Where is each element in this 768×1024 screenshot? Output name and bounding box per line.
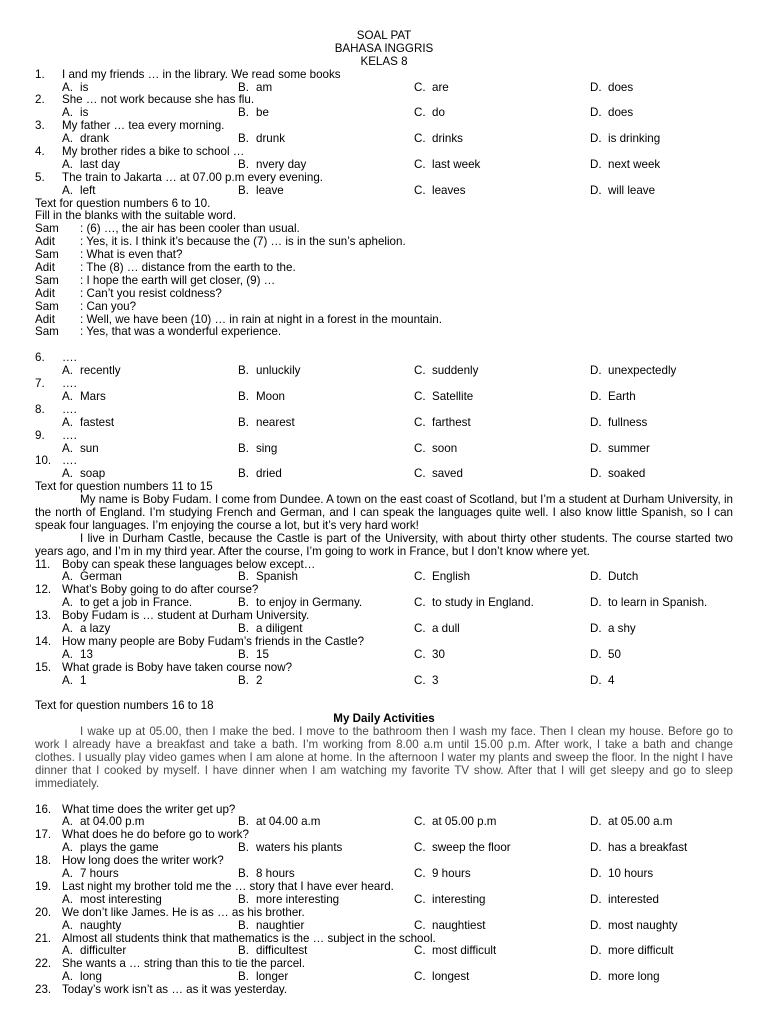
option-d: will leave bbox=[608, 183, 656, 197]
option-c: do bbox=[432, 106, 445, 120]
question-number: 16. bbox=[35, 802, 52, 816]
option-d: most naughty bbox=[608, 918, 678, 932]
option-letter-c: C. bbox=[414, 132, 426, 146]
exam-header bbox=[0, 30, 768, 69]
option-d: Dutch bbox=[608, 570, 639, 584]
option-letter-a: A. bbox=[62, 183, 73, 197]
question-text: Last night my brother told me the … story that I have ever heard. bbox=[62, 879, 394, 893]
option-letter-d: D. bbox=[590, 106, 602, 120]
question-item bbox=[0, 958, 768, 984]
option-letter-a: A. bbox=[62, 106, 73, 120]
question-text: Almost all students think that mathematics is the … subject in the school. bbox=[62, 931, 436, 945]
dialog-line bbox=[0, 301, 768, 314]
option-letter-c: C. bbox=[414, 467, 426, 481]
option-letter-b: B. bbox=[238, 132, 249, 146]
dialog-text: : Can you? bbox=[80, 299, 137, 313]
question-number: 23. bbox=[35, 983, 52, 997]
option-b: 15 bbox=[256, 647, 269, 661]
option-b: 2 bbox=[256, 673, 263, 687]
option-letter-c: C. bbox=[414, 867, 426, 881]
question-item bbox=[0, 855, 768, 881]
option-letter-c: C. bbox=[414, 622, 426, 636]
option-b: am bbox=[256, 80, 273, 94]
option-letter-a: A. bbox=[62, 892, 73, 906]
option-letter-d: D. bbox=[590, 467, 602, 481]
option-d: does bbox=[608, 106, 634, 120]
question-number: 13. bbox=[35, 609, 52, 623]
option-letter-a: A. bbox=[62, 815, 73, 829]
option-a: 7 hours bbox=[80, 867, 119, 881]
option-c: Satellite bbox=[432, 389, 474, 403]
option-b: sing bbox=[256, 441, 278, 455]
option-a: fastest bbox=[80, 415, 115, 429]
option-letter-d: D. bbox=[590, 80, 602, 94]
option-a: 13 bbox=[80, 647, 93, 661]
option-b: leave bbox=[256, 183, 284, 197]
option-b: nvery day bbox=[256, 157, 307, 171]
question-text: What grade is Boby have taken course now? bbox=[62, 660, 293, 674]
dialog-speaker: Adit bbox=[35, 312, 55, 326]
option-a: is bbox=[80, 80, 89, 94]
question-item bbox=[0, 404, 768, 430]
dialog-speaker: Adit bbox=[35, 261, 55, 275]
option-c: farthest bbox=[432, 415, 471, 429]
option-letter-c: C. bbox=[414, 364, 426, 378]
option-d: a shy bbox=[608, 622, 636, 636]
dialog-text: : Yes, it is. I think it’s because the (7) … is in the sun’s aphelion. bbox=[80, 235, 406, 249]
question-number: 15. bbox=[35, 660, 52, 674]
option-c: longest bbox=[432, 970, 470, 984]
section-intro: Text for question numbers 11 to 15 bbox=[35, 480, 213, 494]
option-a: 1 bbox=[80, 673, 87, 687]
option-letter-b: B. bbox=[238, 673, 249, 687]
option-a: German bbox=[80, 570, 122, 584]
option-d: more long bbox=[608, 970, 660, 984]
header-title: SOAL PAT bbox=[356, 29, 412, 42]
question-number: 19. bbox=[35, 879, 52, 893]
option-b: waters his plants bbox=[256, 841, 343, 855]
question-number: 5. bbox=[35, 170, 45, 184]
option-b: drunk bbox=[256, 132, 286, 146]
option-a: a lazy bbox=[80, 622, 111, 636]
questions-16-22 bbox=[0, 804, 768, 984]
reading-paragraph: I live in Durham Castle, because the Castle is part of the University, with about thirty other students. The course started two years ago, and I’m in my third year. After the course, I’m going to work in France, but I don’t know where yet. bbox=[35, 531, 733, 558]
option-b: longer bbox=[256, 970, 289, 984]
option-letter-b: B. bbox=[238, 596, 249, 610]
section-intro: Text for question numbers 16 to 18 bbox=[35, 699, 214, 713]
questions-1-5 bbox=[0, 69, 768, 198]
option-d: fullness bbox=[608, 415, 648, 429]
option-letter-a: A. bbox=[62, 441, 73, 455]
option-letter-c: C. bbox=[414, 80, 426, 94]
dialog-speaker: Sam bbox=[35, 299, 59, 313]
option-d: has a breakfast bbox=[608, 841, 688, 855]
section-dialog bbox=[0, 198, 768, 340]
option-letter-a: A. bbox=[62, 918, 73, 932]
question-item bbox=[0, 636, 768, 662]
option-letter-b: B. bbox=[238, 815, 249, 829]
option-a: plays the game bbox=[80, 841, 159, 855]
option-b: difficultest bbox=[256, 944, 308, 958]
dialog-text: : The (8) … distance from the earth to the. bbox=[80, 261, 296, 275]
option-a: Mars bbox=[80, 389, 106, 403]
option-letter-c: C. bbox=[414, 415, 426, 429]
question-text: She wants a … string than this to tie the parcel. bbox=[62, 957, 305, 971]
option-letter-d: D. bbox=[590, 415, 602, 429]
dialog-text: : (6) …, the air has been cooler than usual. bbox=[80, 222, 300, 236]
question-number: 7. bbox=[35, 377, 45, 391]
question-item bbox=[0, 120, 768, 146]
option-letter-c: C. bbox=[414, 389, 426, 403]
option-letter-d: D. bbox=[590, 441, 602, 455]
dialog-speaker: Sam bbox=[35, 325, 59, 339]
dialog-speaker: Adit bbox=[35, 286, 55, 300]
option-a: is bbox=[80, 106, 89, 120]
question-text: My father … tea every morning. bbox=[62, 119, 225, 133]
question-item bbox=[0, 610, 768, 636]
option-letter-d: D. bbox=[590, 157, 602, 171]
option-c: a dull bbox=[432, 622, 460, 636]
dialog-line bbox=[0, 262, 768, 275]
question-item bbox=[0, 804, 768, 830]
question-text: …. bbox=[62, 454, 77, 468]
option-c: at 05.00 p.m bbox=[432, 815, 497, 829]
option-d: to learn in Spanish. bbox=[608, 596, 708, 610]
option-a: left bbox=[80, 183, 96, 197]
section-daily-activities bbox=[0, 700, 768, 790]
question-item bbox=[0, 584, 768, 610]
option-c: drinks bbox=[432, 132, 463, 146]
option-letter-a: A. bbox=[62, 132, 73, 146]
option-b: at 04.00 a.m bbox=[256, 815, 321, 829]
option-c: 9 hours bbox=[432, 867, 471, 881]
option-letter-c: C. bbox=[414, 570, 426, 584]
reading-paragraph: My name is Boby Fudam. I come from Dundee. A town on the east coast of Scotland, but I’m a student at Durham University, in the north of England. I’m studying French and German, and I can speak the languages quite well. I also know little Spanish, so I can speak four languages. I’m enjoying the course a lot, but it’s very hard work! bbox=[35, 493, 733, 532]
option-letter-a: A. bbox=[62, 80, 73, 94]
question-number: 17. bbox=[35, 828, 52, 842]
option-a: last day bbox=[80, 157, 120, 171]
option-letter-c: C. bbox=[414, 918, 426, 932]
option-letter-c: C. bbox=[414, 647, 426, 661]
option-letter-b: B. bbox=[238, 80, 249, 94]
dialog-speaker: Adit bbox=[35, 235, 55, 249]
option-b: nearest bbox=[256, 415, 295, 429]
option-letter-b: B. bbox=[238, 944, 249, 958]
option-d: 4 bbox=[608, 673, 615, 687]
option-a: sun bbox=[80, 441, 99, 455]
dialog-text: : Yes, that was a wonderful experience. bbox=[80, 325, 282, 339]
reading-title: My Daily Activities bbox=[333, 712, 435, 726]
option-c: saved bbox=[432, 467, 463, 481]
exam-page bbox=[0, 30, 768, 997]
option-a: naughty bbox=[80, 918, 122, 932]
option-letter-d: D. bbox=[590, 970, 602, 984]
option-letter-b: B. bbox=[238, 364, 249, 378]
question-23 bbox=[0, 984, 768, 997]
option-b: more interesting bbox=[256, 892, 340, 906]
question-text: She … not work because she has flu. bbox=[62, 93, 255, 107]
option-letter-c: C. bbox=[414, 815, 426, 829]
option-letter-b: B. bbox=[238, 867, 249, 881]
question-text: …. bbox=[62, 428, 77, 442]
option-letter-a: A. bbox=[62, 415, 73, 429]
option-letter-b: B. bbox=[238, 892, 249, 906]
option-b: Spanish bbox=[256, 570, 298, 584]
question-item bbox=[0, 430, 768, 456]
reading-paragraph: I wake up at 05.00, then I make the bed. I move to the bathroom then I wash my face. Then I clean my house. Before go to work I already have a breakfast and take a bath. I’m working from 8.00 a.m until 15.00 p.m. After work, I take a bath and change clothes. I usually play video games when I am alone at home. In the afternoon I water my plants and sweep the floor. In the night I have dinner that I cooked by myself. I have dinner when I am watching my favorite TV show. After that I will get sleepy and go to sleep immediately. bbox=[35, 725, 733, 790]
question-item bbox=[0, 94, 768, 120]
question-number: 21. bbox=[35, 931, 52, 945]
option-d: next week bbox=[608, 157, 661, 171]
option-letter-b: B. bbox=[238, 918, 249, 932]
header-class: KELAS 8 bbox=[360, 54, 408, 68]
section-instruction: Fill in the blanks with the suitable word. bbox=[35, 209, 237, 223]
header-subject: BAHASA INGGRIS bbox=[334, 41, 434, 55]
option-letter-c: C. bbox=[414, 596, 426, 610]
question-number: 10. bbox=[35, 454, 52, 468]
option-a: recently bbox=[80, 364, 121, 378]
option-letter-d: D. bbox=[590, 570, 602, 584]
option-a: at 04.00 p.m bbox=[80, 815, 145, 829]
question-number: 8. bbox=[35, 402, 45, 416]
option-letter-d: D. bbox=[590, 622, 602, 636]
option-a: long bbox=[80, 970, 102, 984]
question-item bbox=[0, 881, 768, 907]
option-letter-a: A. bbox=[62, 673, 73, 687]
option-c: last week bbox=[432, 157, 481, 171]
option-letter-d: D. bbox=[590, 647, 602, 661]
question-item bbox=[0, 455, 768, 481]
question-item bbox=[0, 69, 768, 95]
option-d: summer bbox=[608, 441, 650, 455]
question-item bbox=[0, 352, 768, 378]
option-letter-b: B. bbox=[238, 841, 249, 855]
question-text: …. bbox=[62, 402, 77, 416]
option-c: naughtiest bbox=[432, 918, 486, 932]
question-item bbox=[0, 933, 768, 959]
option-b: dried bbox=[256, 467, 282, 481]
option-letter-b: B. bbox=[238, 415, 249, 429]
question-number: 11. bbox=[35, 557, 51, 571]
option-b: be bbox=[256, 106, 269, 120]
option-d: is drinking bbox=[608, 132, 661, 146]
option-letter-d: D. bbox=[590, 841, 602, 855]
dialog-text: : What is even that? bbox=[80, 248, 183, 262]
option-letter-d: D. bbox=[590, 944, 602, 958]
option-letter-b: B. bbox=[238, 389, 249, 403]
option-a: to get a job in France. bbox=[80, 596, 193, 610]
dialog-text: : Well, we have been (10) … in rain at night in a forest in the mountain. bbox=[80, 312, 442, 326]
option-letter-a: A. bbox=[62, 647, 73, 661]
option-c: most difficult bbox=[432, 944, 497, 958]
option-letter-d: D. bbox=[590, 892, 602, 906]
question-text: We don’t like James. He is as … as his brother. bbox=[62, 905, 305, 919]
option-a: drank bbox=[80, 132, 110, 146]
question-number: 2. bbox=[35, 93, 45, 107]
question-number: 9. bbox=[35, 428, 45, 442]
question-text: Boby can speak these languages below except… bbox=[62, 557, 316, 571]
option-letter-b: B. bbox=[238, 157, 249, 171]
option-letter-a: A. bbox=[62, 867, 73, 881]
option-letter-c: C. bbox=[414, 157, 426, 171]
option-b: naughtier bbox=[256, 918, 305, 932]
option-letter-c: C. bbox=[414, 106, 426, 120]
option-letter-c: C. bbox=[414, 673, 426, 687]
option-d: at 05.00 a.m bbox=[608, 815, 673, 829]
section-reading-boby bbox=[0, 481, 768, 558]
question-item bbox=[0, 378, 768, 404]
question-item bbox=[0, 662, 768, 688]
option-letter-a: A. bbox=[62, 944, 73, 958]
option-d: more difficult bbox=[608, 944, 674, 958]
question-text: …. bbox=[62, 351, 77, 365]
option-letter-a: A. bbox=[62, 622, 73, 636]
question-item bbox=[0, 907, 768, 933]
option-letter-b: B. bbox=[238, 183, 249, 197]
option-c: suddenly bbox=[432, 364, 479, 378]
option-b: 8 hours bbox=[256, 867, 295, 881]
option-d: does bbox=[608, 80, 634, 94]
question-item bbox=[0, 559, 768, 585]
option-letter-d: D. bbox=[590, 364, 602, 378]
option-letter-a: A. bbox=[62, 389, 73, 403]
option-letter-a: A. bbox=[62, 467, 73, 481]
option-letter-a: A. bbox=[62, 157, 73, 171]
question-item bbox=[0, 146, 768, 172]
option-c: soon bbox=[432, 441, 458, 455]
questions-11-15 bbox=[0, 559, 768, 688]
option-c: interesting bbox=[432, 892, 486, 906]
option-a: difficulter bbox=[80, 944, 127, 958]
dialog-lines bbox=[0, 223, 768, 339]
option-c: 30 bbox=[432, 647, 445, 661]
option-c: English bbox=[432, 570, 471, 584]
option-letter-c: C. bbox=[414, 183, 426, 197]
option-letter-d: D. bbox=[590, 867, 602, 881]
dialog-text: : I hope the earth will get closer, (9) … bbox=[80, 273, 276, 287]
dialog-speaker: Sam bbox=[35, 222, 59, 236]
question-text: What does he do before go to work? bbox=[62, 828, 249, 842]
option-letter-d: D. bbox=[590, 673, 602, 687]
questions-6-10 bbox=[0, 352, 768, 481]
option-letter-a: A. bbox=[62, 364, 73, 378]
question-text: My brother rides a bike to school … bbox=[62, 145, 245, 159]
question-item bbox=[0, 829, 768, 855]
question-text: The train to Jakarta … at 07.00 p.m every evening. bbox=[62, 170, 323, 184]
question-text: How long does the writer work? bbox=[62, 854, 224, 868]
question-number: 14. bbox=[35, 634, 52, 648]
option-d: Earth bbox=[608, 389, 636, 403]
option-d: interested bbox=[608, 892, 659, 906]
question-text: …. bbox=[62, 377, 77, 391]
option-a: most interesting bbox=[80, 892, 162, 906]
option-letter-d: D. bbox=[590, 183, 602, 197]
dialog-text: : Can’t you resist coldness? bbox=[80, 286, 222, 300]
option-letter-a: A. bbox=[62, 970, 73, 984]
option-c: are bbox=[432, 80, 449, 94]
option-b: to enjoy in Germany. bbox=[256, 596, 363, 610]
question-number: 3. bbox=[35, 119, 45, 133]
question-number: 12. bbox=[35, 583, 52, 597]
option-letter-b: B. bbox=[238, 647, 249, 661]
option-c: to study in England. bbox=[432, 596, 534, 610]
dialog-line bbox=[0, 275, 768, 288]
question-text: What time does the writer get up? bbox=[62, 802, 236, 816]
question-text: I and my friends … in the library. We read some books bbox=[62, 67, 341, 81]
question-text: Today’s work isn’t as … as it was yesterday. bbox=[62, 983, 288, 997]
option-b: a diligent bbox=[256, 622, 303, 636]
option-letter-b: B. bbox=[238, 441, 249, 455]
option-letter-d: D. bbox=[590, 815, 602, 829]
option-c: 3 bbox=[432, 673, 439, 687]
question-number: 1. bbox=[35, 67, 45, 81]
option-letter-a: A. bbox=[62, 841, 73, 855]
dialog-speaker: Sam bbox=[35, 248, 59, 262]
option-letter-d: D. bbox=[590, 918, 602, 932]
question-number: 4. bbox=[35, 145, 45, 159]
option-a: soap bbox=[80, 467, 106, 481]
question-number: 18. bbox=[35, 854, 52, 868]
option-b: Moon bbox=[256, 389, 286, 403]
option-d: soaked bbox=[608, 467, 646, 481]
question-number: 22. bbox=[35, 957, 52, 971]
option-letter-d: D. bbox=[590, 389, 602, 403]
question-number: 20. bbox=[35, 905, 52, 919]
option-letter-a: A. bbox=[62, 570, 73, 584]
option-letter-c: C. bbox=[414, 944, 426, 958]
option-letter-b: B. bbox=[238, 467, 249, 481]
question-text: How many people are Boby Fudam’s friends in the Castle? bbox=[62, 634, 365, 648]
option-letter-a: A. bbox=[62, 596, 73, 610]
option-letter-b: B. bbox=[238, 570, 249, 584]
option-b: unluckily bbox=[256, 364, 301, 378]
dialog-line bbox=[0, 326, 768, 339]
option-letter-c: C. bbox=[414, 970, 426, 984]
option-letter-c: C. bbox=[414, 892, 426, 906]
dialog-line bbox=[0, 288, 768, 301]
question-text: Boby Fudam is … student at Durham University. bbox=[62, 609, 310, 623]
option-letter-c: C. bbox=[414, 841, 426, 855]
question-text: What’s Boby going to do after course? bbox=[62, 583, 259, 597]
option-letter-d: D. bbox=[590, 132, 602, 146]
option-d: unexpectedly bbox=[608, 364, 677, 378]
option-letter-d: D. bbox=[590, 596, 602, 610]
option-d: 50 bbox=[608, 647, 621, 661]
dialog-speaker: Sam bbox=[35, 273, 59, 287]
option-c: sweep the floor bbox=[432, 841, 511, 855]
question-number: 6. bbox=[35, 351, 45, 365]
option-c: leaves bbox=[432, 183, 466, 197]
question-item bbox=[0, 172, 768, 198]
option-d: 10 hours bbox=[608, 867, 654, 881]
option-letter-b: B. bbox=[238, 622, 249, 636]
option-letter-c: C. bbox=[414, 441, 426, 455]
section-intro: Text for question numbers 6 to 10. bbox=[35, 196, 211, 210]
option-letter-b: B. bbox=[238, 106, 249, 120]
option-letter-b: B. bbox=[238, 970, 249, 984]
